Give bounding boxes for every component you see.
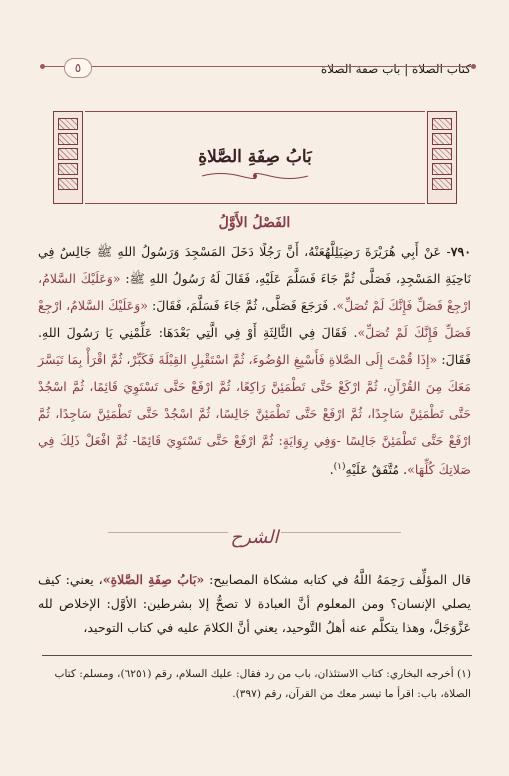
- text-segment: . فَقَالَ فِي الثَّالِثَةِ أَوْ فِي الَّتِي بَعْدَهَا: عَلِّمْنِي يَا رَسُولَ اللهِ. فَقَالَ:: [38, 325, 472, 367]
- footnote-reference: (١): [333, 462, 346, 472]
- commentary-text: [38, 568, 471, 640]
- section-heading: الفَصْلُ الأَوَّلُ: [218, 215, 291, 231]
- running-header-title: كتاب الصلاة | باب صفة الصلاة: [320, 62, 471, 76]
- banner-bottom-rule: [85, 203, 425, 204]
- text-segment: .: [329, 462, 334, 478]
- page-number-badge: [64, 58, 92, 78]
- quoted-text: «وَعَلَيْكَ السَّلامُ، ارْجِعْ فَصَلِّ فَإِنَّكَ لَمْ تُصَلِّ»: [38, 271, 471, 313]
- footnote-item: (١) أخرجه البخاري: كتاب الاستئذان، باب من رد فقال: عليك السلام، رقم (٦٢٥١)، ومسلم: كتاب الصلاة، باب: اقرأ ما تيسر معك من القرآن، رقم (٣٩٧).: [54, 668, 471, 700]
- flourish-ornament-icon: [200, 171, 310, 181]
- sharh-title: الشرح: [230, 527, 279, 548]
- hadith-text: [38, 238, 471, 483]
- header-rule: [44, 66, 472, 67]
- page-number: ٥: [74, 61, 82, 75]
- quoted-text: «بَابُ صِفَةِ الصَّلاةِ»: [102, 572, 205, 587]
- quoted-text: «وَعَلَيْكَ السَّلامُ، ارْجِعْ فَصَلِّ فَإِنَّكَ لَمْ تُصَلِّ»: [38, 298, 471, 340]
- text-segment: ، يعني: كيف يصلي الإنسان؟ ومن المعلوم أنَّ العبادة لا تصحُّ إلا بشرطين: الأوَّل: الإخلاص لله عَزَّوَجَلَّ، وهذا يتكلَّم عنه أهلُ التَّوحيد، يعني أنَّ الكلامَ عليه في كتاب التوحيد،: [38, 572, 471, 635]
- banner-top-rule: [85, 111, 425, 112]
- quoted-text: «إِذَا قُمْتَ إِلَى الصَّلاةِ فَأَسْبِغِ الوُضُوءَ، ثُمَّ اسْتَقْبِلِ القِبْلَةَ فَكَبِّرْ، ثُمَّ اقْرَأْ بِمَا تَيَسَّرَ مَعَكَ مِنَ القُرْآنِ، ثُمَّ ارْكَعْ حَتَّى تَطْمَئِنَّ رَاكِعًا، ثُمَّ ارْفَعْ حَتَّى تَسْتَوِيَ قَائِمًا، ثُمَّ اسْجُدْ حَتَّى تَطْمَئِنَّ سَاجِدًا، ثُمَّ ارْفَعْ حَتَّى تَطْمَئِنَّ جَالِسًا، ثُمَّ اسْجُدْ حَتَّى تَطْمَئِنَّ سَاجِدًا، ثُمَّ ارْفَعْ حَتَّى تَطْمَئِنَّ جَالِسًا -وَفِي رِوَايَةٍ: ثُمَّ ارْفَعْ حَتَّى تَسْتَوِيَ قَائِمًا- ثُمَّ افْعَلْ ذَلِكَ فِي صَلاتِكَ كُلِّهَا»: [38, 352, 471, 478]
- hadith-number: ٧٩٠: [450, 244, 472, 259]
- chapter-title: بَابُ صِفَةِ الصَّلاةِ: [198, 147, 312, 167]
- text-segment: عَنْ أَبِي هُرَيْرَةَ رَضِيَلِلَّهُعَنْهُ، أَنَّ رَجُلًا دَخَلَ المَسْجِدَ وَرَسُولُ اللهِ ﷺ جَالِسٌ فِي نَاحِيَةِ المَسْجِدِ، فَصَلَّى ثُمَّ جَاءَ فَسَلَّمَ عَلَيْهِ، فَقَالَ لَهُ رَسُولُ اللهِ ﷺ:: [38, 244, 471, 286]
- footnotes: [38, 664, 471, 704]
- text-segment: قال المؤلِّف رَحِمَهُ اللَّهُ في كتابه مشكاة المصابيح:: [204, 572, 471, 587]
- hadith-dash: -: [441, 244, 451, 259]
- chapter-banner: [50, 111, 460, 205]
- footnote-rule: [42, 655, 472, 656]
- text-segment: . مُتَّفَقٌ عَلَيْهِ: [345, 462, 408, 478]
- text-segment: . فَرَجَعَ فَصَلَّى، ثُمَّ جَاءَ فَسَلَّمَ، فَقَالَ:: [148, 298, 337, 313]
